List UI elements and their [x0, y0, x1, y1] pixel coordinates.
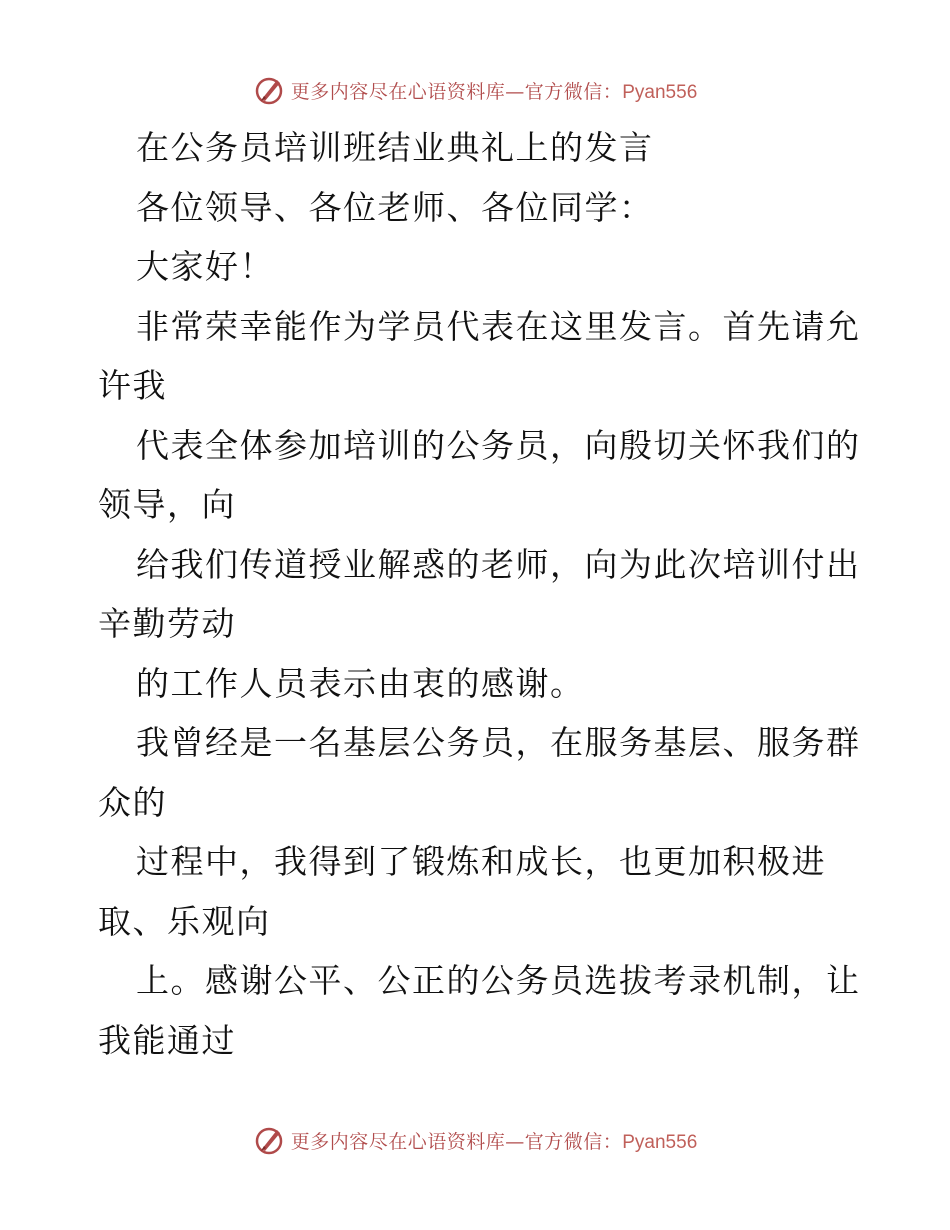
- banner-text: [291, 1127, 698, 1154]
- paragraph-line: 我曾经是一名基层公务员，在服务基层、服务群: [136, 723, 861, 762]
- paragraph-line: 代表全体参加培训的公务员，向殷切关怀我们的: [136, 425, 861, 465]
- paragraph-line: 给我们传道授业解惑的老师，向为此次培训付出: [136, 544, 861, 584]
- paragraph-line: 非常荣幸能作为学员代表在这里发言。首先请允: [136, 306, 861, 346]
- paragraph-line: 我能通过: [98, 1020, 236, 1060]
- document-body: [98, 118, 861, 1070]
- banner-wechat-id: Pyan556: [622, 1131, 698, 1153]
- paragraph-line: 辛勤劳动: [98, 604, 236, 643]
- paragraph-line: 过程中，我得到了锻炼和成长，也更加积极进: [136, 842, 826, 881]
- header-banner: [0, 70, 950, 110]
- quill-seal-icon: [253, 1124, 285, 1156]
- paragraph-line: 领导，向: [98, 485, 236, 524]
- paragraph-line: 众的: [98, 782, 167, 822]
- banner-caption: 更多内容尽在心语资料库—官方微信：: [290, 1130, 623, 1153]
- document-title: 在公务员培训班结业典礼上的发言: [136, 128, 654, 167]
- banner-caption: 更多内容尽在心语资料库—官方微信：: [290, 80, 623, 103]
- banner-wechat-id: Pyan556: [622, 81, 698, 103]
- banner-text: [291, 77, 698, 104]
- paragraph-line: 的工作人员表示由衷的感谢。: [136, 663, 585, 703]
- footer-banner: [0, 1120, 950, 1160]
- quill-seal-icon: [253, 74, 285, 106]
- salutation: 各位领导、各位老师、各位同学：: [136, 187, 654, 227]
- greeting: 大家好！: [136, 247, 274, 286]
- paragraph-line: 上。感谢公平、公正的公务员选拔考录机制，让: [136, 961, 861, 1000]
- paragraph-line: 许我: [98, 366, 167, 405]
- paragraph-line: 取、乐观向: [98, 901, 271, 941]
